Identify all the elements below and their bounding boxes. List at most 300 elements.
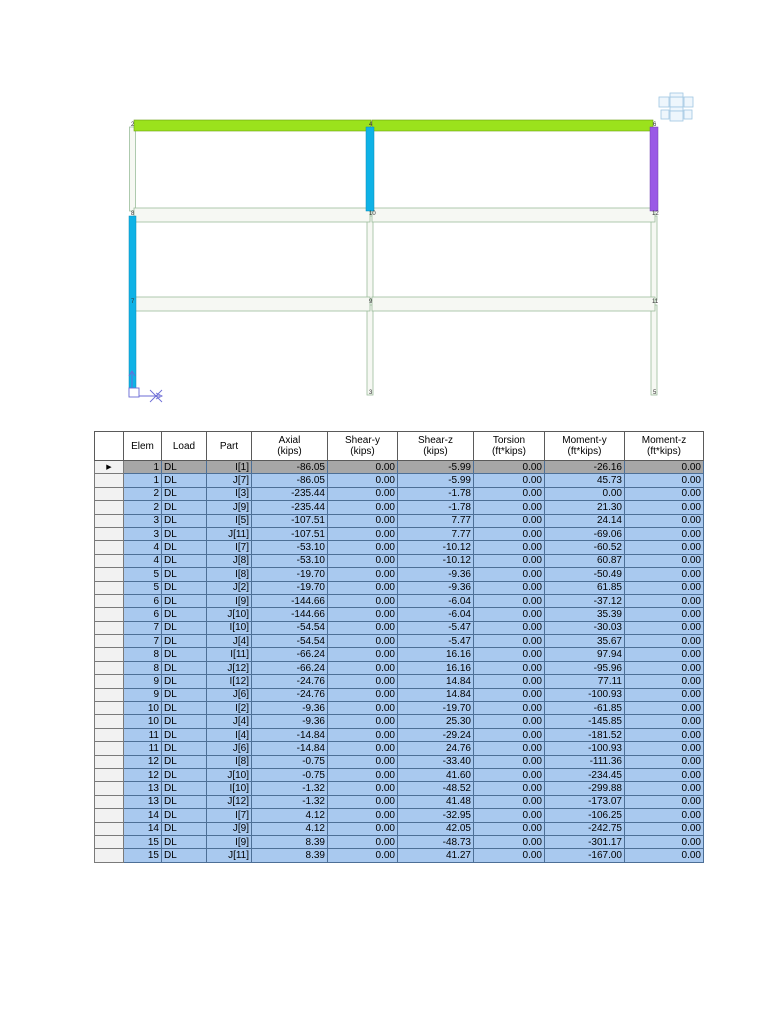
cell-axial[interactable]: -86.05 — [252, 474, 328, 487]
cell-part[interactable]: J[2] — [207, 581, 252, 594]
cell-axial[interactable]: -19.70 — [252, 568, 328, 581]
cell-torsion[interactable]: 0.00 — [474, 728, 545, 741]
cell-moment-y[interactable]: -60.52 — [545, 541, 625, 554]
cell-load[interactable]: DL — [162, 822, 207, 835]
cell-load[interactable]: DL — [162, 782, 207, 795]
cell-load[interactable]: DL — [162, 608, 207, 621]
cell-load[interactable]: DL — [162, 661, 207, 674]
cell-shear-y[interactable]: 0.00 — [328, 554, 398, 567]
cell-moment-y[interactable]: -167.00 — [545, 849, 625, 862]
cell-shear-z[interactable]: 16.16 — [398, 648, 474, 661]
cell-moment-z[interactable]: 0.00 — [625, 635, 704, 648]
table-row[interactable] — [95, 621, 704, 634]
cell-elem[interactable]: 2 — [124, 501, 162, 514]
row-selector[interactable] — [95, 581, 124, 594]
cell-shear-z[interactable]: 41.60 — [398, 768, 474, 781]
row-selector[interactable] — [95, 461, 124, 474]
table-row[interactable] — [95, 608, 704, 621]
cell-shear-y[interactable]: 0.00 — [328, 581, 398, 594]
cell-load[interactable]: DL — [162, 688, 207, 701]
cell-torsion[interactable]: 0.00 — [474, 661, 545, 674]
cell-axial[interactable]: -1.32 — [252, 782, 328, 795]
table-row[interactable] — [95, 728, 704, 741]
cell-shear-z[interactable]: -33.40 — [398, 755, 474, 768]
cell-part[interactable]: J[11] — [207, 527, 252, 540]
cell-shear-y[interactable]: 0.00 — [328, 742, 398, 755]
cell-part[interactable]: I[7] — [207, 541, 252, 554]
table-row[interactable] — [95, 568, 704, 581]
cell-part[interactable]: J[6] — [207, 688, 252, 701]
row-selector[interactable] — [95, 527, 124, 540]
cell-shear-z[interactable]: -5.47 — [398, 621, 474, 634]
cell-moment-z[interactable]: 0.00 — [625, 835, 704, 848]
table-row[interactable] — [95, 461, 704, 474]
table-row[interactable] — [95, 474, 704, 487]
cell-torsion[interactable]: 0.00 — [474, 487, 545, 500]
cell-moment-y[interactable]: -173.07 — [545, 795, 625, 808]
cell-shear-z[interactable]: 25.30 — [398, 715, 474, 728]
cell-elem[interactable]: 8 — [124, 648, 162, 661]
cell-moment-y[interactable]: -242.75 — [545, 822, 625, 835]
cell-moment-y[interactable]: 45.73 — [545, 474, 625, 487]
cell-part[interactable]: I[3] — [207, 487, 252, 500]
table-row[interactable] — [95, 581, 704, 594]
cell-moment-y[interactable]: -95.96 — [545, 661, 625, 674]
cell-axial[interactable]: -0.75 — [252, 768, 328, 781]
table-row[interactable] — [95, 835, 704, 848]
cell-load[interactable]: DL — [162, 728, 207, 741]
cell-part[interactable]: I[5] — [207, 514, 252, 527]
cell-moment-y[interactable]: -111.36 — [545, 755, 625, 768]
cell-torsion[interactable]: 0.00 — [474, 675, 545, 688]
cell-torsion[interactable]: 0.00 — [474, 768, 545, 781]
row-selector[interactable] — [95, 809, 124, 822]
cell-moment-y[interactable]: -30.03 — [545, 621, 625, 634]
cell-part[interactable]: J[8] — [207, 554, 252, 567]
cell-moment-y[interactable]: -61.85 — [545, 702, 625, 715]
table-row[interactable] — [95, 715, 704, 728]
cell-moment-z[interactable]: 0.00 — [625, 487, 704, 500]
cell-moment-z[interactable]: 0.00 — [625, 768, 704, 781]
cell-shear-z[interactable]: -10.12 — [398, 541, 474, 554]
table-row[interactable] — [95, 675, 704, 688]
cell-axial[interactable]: 4.12 — [252, 822, 328, 835]
table-row[interactable] — [95, 501, 704, 514]
cell-shear-z[interactable]: 16.16 — [398, 661, 474, 674]
cell-part[interactable]: J[7] — [207, 474, 252, 487]
cell-moment-z[interactable]: 0.00 — [625, 675, 704, 688]
cell-part[interactable]: J[9] — [207, 501, 252, 514]
cell-shear-z[interactable]: -10.12 — [398, 554, 474, 567]
cell-shear-y[interactable]: 0.00 — [328, 688, 398, 701]
cell-moment-y[interactable]: -181.52 — [545, 728, 625, 741]
cell-part[interactable]: J[10] — [207, 608, 252, 621]
table-row[interactable] — [95, 514, 704, 527]
cell-shear-z[interactable]: -6.04 — [398, 608, 474, 621]
cell-moment-y[interactable]: -106.25 — [545, 809, 625, 822]
cell-axial[interactable]: -235.44 — [252, 501, 328, 514]
column-header-moment-y[interactable]: Moment-y (ft*kips) — [545, 432, 625, 461]
cell-moment-y[interactable]: 35.39 — [545, 608, 625, 621]
cell-elem[interactable]: 5 — [124, 568, 162, 581]
cell-elem[interactable]: 12 — [124, 768, 162, 781]
cell-elem[interactable]: 4 — [124, 554, 162, 567]
row-selector[interactable] — [95, 661, 124, 674]
cell-moment-y[interactable]: -100.93 — [545, 742, 625, 755]
cell-moment-y[interactable]: 35.67 — [545, 635, 625, 648]
cell-moment-y[interactable]: -301.17 — [545, 835, 625, 848]
row-selector[interactable] — [95, 474, 124, 487]
cell-elem[interactable]: 10 — [124, 702, 162, 715]
cell-moment-z[interactable]: 0.00 — [625, 527, 704, 540]
cell-moment-z[interactable]: 0.00 — [625, 514, 704, 527]
cell-torsion[interactable]: 0.00 — [474, 568, 545, 581]
row-selector[interactable] — [95, 755, 124, 768]
cell-shear-y[interactable]: 0.00 — [328, 487, 398, 500]
cell-load[interactable]: DL — [162, 635, 207, 648]
cell-part[interactable]: I[10] — [207, 621, 252, 634]
column-header-elem[interactable]: Elem — [124, 432, 162, 461]
cell-axial[interactable]: -53.10 — [252, 541, 328, 554]
cell-elem[interactable]: 14 — [124, 822, 162, 835]
cell-axial[interactable]: -107.51 — [252, 514, 328, 527]
cell-moment-z[interactable]: 0.00 — [625, 568, 704, 581]
cell-moment-y[interactable]: -37.12 — [545, 594, 625, 607]
row-selector[interactable] — [95, 688, 124, 701]
row-selector[interactable] — [95, 822, 124, 835]
cell-part[interactable]: J[10] — [207, 768, 252, 781]
cell-torsion[interactable]: 0.00 — [474, 594, 545, 607]
cell-elem[interactable]: 11 — [124, 742, 162, 755]
row-selector[interactable] — [95, 782, 124, 795]
cell-axial[interactable]: -0.75 — [252, 755, 328, 768]
row-selector[interactable] — [95, 702, 124, 715]
cell-axial[interactable]: 8.39 — [252, 849, 328, 862]
row-selector[interactable] — [95, 594, 124, 607]
cell-torsion[interactable]: 0.00 — [474, 635, 545, 648]
cell-part[interactable]: J[11] — [207, 849, 252, 862]
cell-moment-z[interactable]: 0.00 — [625, 608, 704, 621]
cell-load[interactable]: DL — [162, 702, 207, 715]
cell-torsion[interactable]: 0.00 — [474, 514, 545, 527]
cell-shear-y[interactable]: 0.00 — [328, 661, 398, 674]
cell-moment-y[interactable]: -100.93 — [545, 688, 625, 701]
row-selector[interactable] — [95, 635, 124, 648]
cell-shear-z[interactable]: 7.77 — [398, 514, 474, 527]
cell-elem[interactable]: 12 — [124, 755, 162, 768]
cell-moment-z[interactable]: 0.00 — [625, 755, 704, 768]
cell-load[interactable]: DL — [162, 594, 207, 607]
cell-load[interactable]: DL — [162, 461, 207, 474]
cell-load[interactable]: DL — [162, 501, 207, 514]
cell-torsion[interactable]: 0.00 — [474, 554, 545, 567]
cell-shear-y[interactable]: 0.00 — [328, 541, 398, 554]
cell-shear-y[interactable]: 0.00 — [328, 822, 398, 835]
column-header-load[interactable]: Load — [162, 432, 207, 461]
table-row[interactable] — [95, 849, 704, 862]
cell-axial[interactable]: -86.05 — [252, 461, 328, 474]
cell-shear-y[interactable]: 0.00 — [328, 728, 398, 741]
column-header-axial[interactable]: Axial (kips) — [252, 432, 328, 461]
table-row[interactable] — [95, 554, 704, 567]
cell-moment-y[interactable]: 0.00 — [545, 487, 625, 500]
cell-shear-y[interactable]: 0.00 — [328, 755, 398, 768]
cell-axial[interactable]: -144.66 — [252, 608, 328, 621]
cell-moment-y[interactable]: 60.87 — [545, 554, 625, 567]
row-selector[interactable] — [95, 835, 124, 848]
row-selector[interactable] — [95, 621, 124, 634]
table-row[interactable] — [95, 742, 704, 755]
cell-shear-y[interactable]: 0.00 — [328, 782, 398, 795]
cell-torsion[interactable]: 0.00 — [474, 688, 545, 701]
cell-shear-z[interactable]: -1.78 — [398, 487, 474, 500]
cell-part[interactable]: I[4] — [207, 728, 252, 741]
table-row[interactable] — [95, 822, 704, 835]
cell-moment-z[interactable]: 0.00 — [625, 594, 704, 607]
cell-part[interactable]: I[9] — [207, 594, 252, 607]
cell-moment-z[interactable]: 0.00 — [625, 541, 704, 554]
cell-shear-y[interactable]: 0.00 — [328, 768, 398, 781]
row-selector[interactable] — [95, 514, 124, 527]
cell-load[interactable]: DL — [162, 554, 207, 567]
cell-shear-y[interactable]: 0.00 — [328, 635, 398, 648]
cell-torsion[interactable]: 0.00 — [474, 474, 545, 487]
cell-elem[interactable]: 7 — [124, 635, 162, 648]
cell-moment-y[interactable]: -299.88 — [545, 782, 625, 795]
row-selector[interactable] — [95, 554, 124, 567]
cell-elem[interactable]: 14 — [124, 809, 162, 822]
cell-load[interactable]: DL — [162, 487, 207, 500]
cell-part[interactable]: I[2] — [207, 702, 252, 715]
cell-moment-z[interactable]: 0.00 — [625, 648, 704, 661]
cell-shear-z[interactable]: -6.04 — [398, 594, 474, 607]
cell-axial[interactable]: -9.36 — [252, 715, 328, 728]
cell-axial[interactable]: -235.44 — [252, 487, 328, 500]
table-row[interactable] — [95, 782, 704, 795]
cell-axial[interactable]: -66.24 — [252, 648, 328, 661]
cell-moment-z[interactable]: 0.00 — [625, 621, 704, 634]
cell-elem[interactable]: 3 — [124, 514, 162, 527]
cell-shear-z[interactable]: -5.99 — [398, 474, 474, 487]
table-row[interactable] — [95, 487, 704, 500]
cell-moment-z[interactable]: 0.00 — [625, 461, 704, 474]
cell-moment-y[interactable]: 24.14 — [545, 514, 625, 527]
cell-load[interactable]: DL — [162, 755, 207, 768]
cell-elem[interactable]: 10 — [124, 715, 162, 728]
cell-part[interactable]: J[4] — [207, 715, 252, 728]
cell-axial[interactable]: -144.66 — [252, 594, 328, 607]
cell-part[interactable]: J[6] — [207, 742, 252, 755]
cell-part[interactable]: J[4] — [207, 635, 252, 648]
cell-shear-z[interactable]: 24.76 — [398, 742, 474, 755]
table-row[interactable] — [95, 795, 704, 808]
cell-shear-z[interactable]: -48.73 — [398, 835, 474, 848]
cell-shear-z[interactable]: 41.48 — [398, 795, 474, 808]
cell-part[interactable]: I[8] — [207, 755, 252, 768]
cell-torsion[interactable]: 0.00 — [474, 608, 545, 621]
cell-load[interactable]: DL — [162, 527, 207, 540]
cell-elem[interactable]: 9 — [124, 675, 162, 688]
cell-moment-y[interactable]: -69.06 — [545, 527, 625, 540]
cell-torsion[interactable]: 0.00 — [474, 849, 545, 862]
cell-torsion[interactable]: 0.00 — [474, 501, 545, 514]
cell-shear-z[interactable]: -19.70 — [398, 702, 474, 715]
cell-shear-y[interactable]: 0.00 — [328, 795, 398, 808]
cell-moment-z[interactable]: 0.00 — [625, 809, 704, 822]
cell-torsion[interactable]: 0.00 — [474, 822, 545, 835]
cell-torsion[interactable]: 0.00 — [474, 835, 545, 848]
cell-moment-z[interactable]: 0.00 — [625, 715, 704, 728]
cell-load[interactable]: DL — [162, 541, 207, 554]
cell-shear-z[interactable]: -5.99 — [398, 461, 474, 474]
cell-elem[interactable]: 13 — [124, 782, 162, 795]
table-row[interactable] — [95, 688, 704, 701]
column-header-shear-y[interactable]: Shear-y (kips) — [328, 432, 398, 461]
cell-shear-y[interactable]: 0.00 — [328, 501, 398, 514]
cell-load[interactable]: DL — [162, 568, 207, 581]
cell-shear-z[interactable]: 14.84 — [398, 688, 474, 701]
cell-shear-y[interactable]: 0.00 — [328, 621, 398, 634]
cell-moment-z[interactable]: 0.00 — [625, 795, 704, 808]
cell-shear-y[interactable]: 0.00 — [328, 715, 398, 728]
cell-elem[interactable]: 15 — [124, 835, 162, 848]
cell-moment-y[interactable]: -234.45 — [545, 768, 625, 781]
cell-elem[interactable]: 8 — [124, 661, 162, 674]
cell-load[interactable]: DL — [162, 675, 207, 688]
cell-torsion[interactable]: 0.00 — [474, 527, 545, 540]
cell-elem[interactable]: 2 — [124, 487, 162, 500]
row-selector[interactable] — [95, 849, 124, 862]
cell-load[interactable]: DL — [162, 715, 207, 728]
cell-moment-y[interactable]: -26.16 — [545, 461, 625, 474]
cell-torsion[interactable]: 0.00 — [474, 809, 545, 822]
column-header-moment-z[interactable]: Moment-z (ft*kips) — [625, 432, 704, 461]
row-selector[interactable] — [95, 501, 124, 514]
cell-elem[interactable]: 9 — [124, 688, 162, 701]
cell-torsion[interactable]: 0.00 — [474, 581, 545, 594]
cell-torsion[interactable]: 0.00 — [474, 541, 545, 554]
cell-torsion[interactable]: 0.00 — [474, 742, 545, 755]
cell-moment-z[interactable]: 0.00 — [625, 661, 704, 674]
cell-elem[interactable]: 7 — [124, 621, 162, 634]
cell-shear-z[interactable]: 14.84 — [398, 675, 474, 688]
cell-moment-z[interactable]: 0.00 — [625, 474, 704, 487]
cell-torsion[interactable]: 0.00 — [474, 782, 545, 795]
row-selector[interactable] — [95, 608, 124, 621]
cell-shear-z[interactable]: 41.27 — [398, 849, 474, 862]
cell-elem[interactable]: 15 — [124, 849, 162, 862]
cell-load[interactable]: DL — [162, 474, 207, 487]
cell-axial[interactable]: -19.70 — [252, 581, 328, 594]
cell-part[interactable]: J[9] — [207, 822, 252, 835]
cell-load[interactable]: DL — [162, 795, 207, 808]
cell-elem[interactable]: 3 — [124, 527, 162, 540]
cell-load[interactable]: DL — [162, 581, 207, 594]
cell-part[interactable]: I[8] — [207, 568, 252, 581]
cell-moment-z[interactable]: 0.00 — [625, 581, 704, 594]
column-header-shear-z[interactable]: Shear-z (kips) — [398, 432, 474, 461]
cell-shear-y[interactable]: 0.00 — [328, 527, 398, 540]
table-row[interactable] — [95, 527, 704, 540]
cell-shear-y[interactable]: 0.00 — [328, 849, 398, 862]
cell-shear-y[interactable]: 0.00 — [328, 461, 398, 474]
cell-torsion[interactable]: 0.00 — [474, 702, 545, 715]
cell-shear-y[interactable]: 0.00 — [328, 608, 398, 621]
cell-moment-z[interactable]: 0.00 — [625, 782, 704, 795]
cell-torsion[interactable]: 0.00 — [474, 715, 545, 728]
cell-load[interactable]: DL — [162, 742, 207, 755]
cell-moment-z[interactable]: 0.00 — [625, 728, 704, 741]
cell-shear-y[interactable]: 0.00 — [328, 568, 398, 581]
cell-moment-z[interactable]: 0.00 — [625, 554, 704, 567]
cell-moment-y[interactable]: -50.49 — [545, 568, 625, 581]
cell-part[interactable]: J[12] — [207, 661, 252, 674]
cell-moment-y[interactable]: 61.85 — [545, 581, 625, 594]
cell-shear-z[interactable]: -5.47 — [398, 635, 474, 648]
cell-shear-y[interactable]: 0.00 — [328, 835, 398, 848]
table-row[interactable] — [95, 755, 704, 768]
table-row[interactable] — [95, 541, 704, 554]
cell-torsion[interactable]: 0.00 — [474, 621, 545, 634]
row-selector[interactable] — [95, 728, 124, 741]
cell-moment-y[interactable]: 77.11 — [545, 675, 625, 688]
cell-shear-z[interactable]: -1.78 — [398, 501, 474, 514]
cell-load[interactable]: DL — [162, 514, 207, 527]
cell-torsion[interactable]: 0.00 — [474, 795, 545, 808]
cell-elem[interactable]: 6 — [124, 608, 162, 621]
cell-part[interactable]: I[7] — [207, 809, 252, 822]
cell-load[interactable]: DL — [162, 621, 207, 634]
cell-moment-z[interactable]: 0.00 — [625, 849, 704, 862]
cell-shear-y[interactable]: 0.00 — [328, 702, 398, 715]
cell-part[interactable]: I[11] — [207, 648, 252, 661]
frame-model-viewport[interactable] — [0, 0, 768, 420]
column-header-torsion[interactable]: Torsion (ft*kips) — [474, 432, 545, 461]
cell-axial[interactable]: -54.54 — [252, 621, 328, 634]
cell-load[interactable]: DL — [162, 648, 207, 661]
cell-shear-z[interactable]: 7.77 — [398, 527, 474, 540]
row-selector[interactable] — [95, 675, 124, 688]
row-selector[interactable] — [95, 541, 124, 554]
cell-moment-z[interactable]: 0.00 — [625, 501, 704, 514]
table-row[interactable] — [95, 768, 704, 781]
cell-axial[interactable]: -107.51 — [252, 527, 328, 540]
cell-shear-y[interactable]: 0.00 — [328, 809, 398, 822]
cell-torsion[interactable]: 0.00 — [474, 461, 545, 474]
cell-moment-z[interactable]: 0.00 — [625, 702, 704, 715]
cell-shear-y[interactable]: 0.00 — [328, 648, 398, 661]
cell-shear-z[interactable]: -29.24 — [398, 728, 474, 741]
cell-shear-z[interactable]: 42.05 — [398, 822, 474, 835]
row-selector[interactable] — [95, 795, 124, 808]
cell-part[interactable]: I[1] — [207, 461, 252, 474]
cell-shear-z[interactable]: -9.36 — [398, 568, 474, 581]
cell-elem[interactable]: 13 — [124, 795, 162, 808]
cell-shear-y[interactable]: 0.00 — [328, 594, 398, 607]
cell-load[interactable]: DL — [162, 835, 207, 848]
cell-axial[interactable]: -66.24 — [252, 661, 328, 674]
row-selector[interactable] — [95, 715, 124, 728]
cell-moment-y[interactable]: 97.94 — [545, 648, 625, 661]
cell-torsion[interactable]: 0.00 — [474, 755, 545, 768]
cell-load[interactable]: DL — [162, 809, 207, 822]
cell-elem[interactable]: 1 — [124, 461, 162, 474]
cell-elem[interactable]: 6 — [124, 594, 162, 607]
cell-moment-y[interactable]: -145.85 — [545, 715, 625, 728]
cell-axial[interactable]: -14.84 — [252, 742, 328, 755]
table-row[interactable] — [95, 594, 704, 607]
table-row[interactable] — [95, 702, 704, 715]
